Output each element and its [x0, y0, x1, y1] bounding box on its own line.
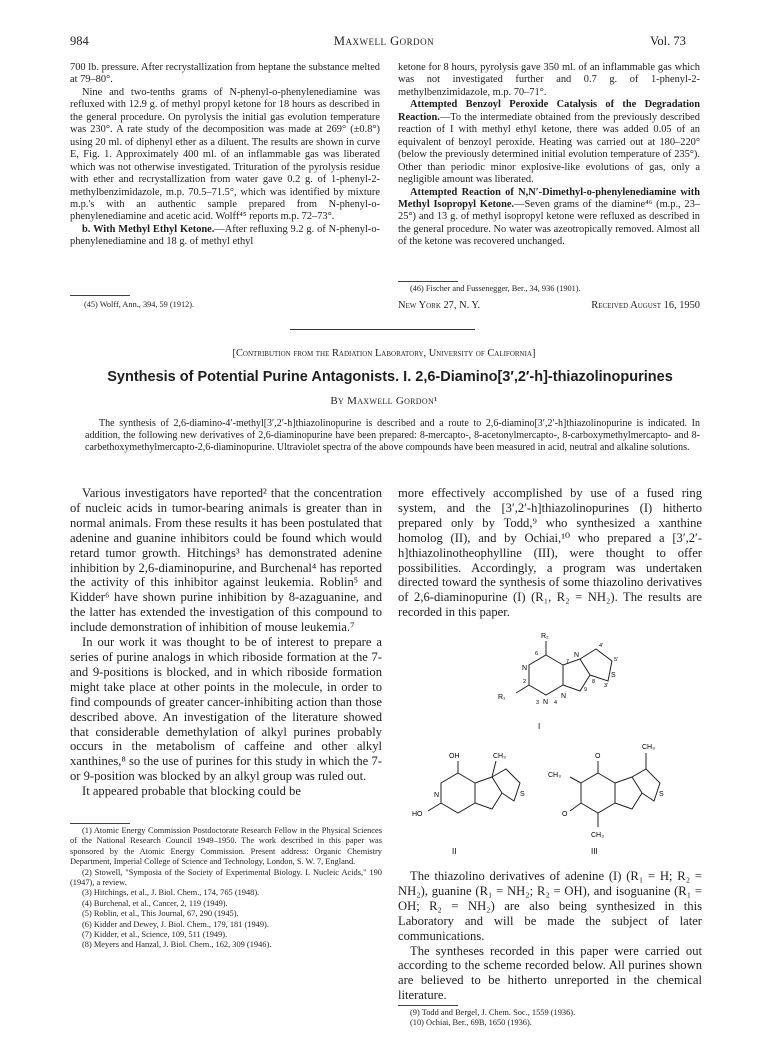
- run-in-heading: Attempted Reaction of N,N′-Dimethyl-o-phenylenediamine with Methyl Isopropyl Ketone.: [398, 186, 700, 210]
- received-date: Received August 16, 1950: [591, 300, 700, 311]
- ring-number: 8: [592, 679, 596, 685]
- ring-number: 3′: [604, 683, 609, 689]
- structure-ii: [428, 761, 520, 813]
- paragraph-text: —Seven grams of the diamine⁴⁶ (m.p., 23–25°) and 13 g. of methyl isopropyl ketone were refluxed as described in the general procedure. No water was azeotropically removed. Almost all of the ketone was recovered unchanged.: [398, 198, 700, 248]
- thiazoline-ring: [632, 769, 660, 801]
- paragraph: [398, 187, 700, 249]
- paragraph: Nine and two-tenths grams of N-phenyl-o-phenylenediamine was refluxed with 12.9 g. of methyl propyl ketone for 18 hours as described in the general procedure. On pyrolysis the initial gas evolution temperature was 230°. A rate study of the decomposition was made at 269° (±0.8°) using 20 ml. of diphenyl ether as a diluent. The results are shown in curve E, Fig. 1. Approximately 400 ml. of an inflammable gas was liberated which was not otherwise investigated. Trituration of the pyrolysis residue with ether and recrystallization from water gave 0.2 g. of 1-phenyl-2-methylbenzimidazole, m.p. 70.5–71.5°, which was identified by mixture m.p.'s with an authentic sample prepared from N-phenyl-o-phenylenediamine and acetic acid. Wolff⁴⁵ reports m.p. 72–73°.: [70, 86, 380, 223]
- prev-article-right-column: [398, 62, 700, 249]
- structure-label-iii: III: [591, 847, 598, 856]
- footnote: (9) Todd and Bergel, J. Chem. Soc., 1559 (1936).: [410, 1008, 576, 1017]
- page-number: 984: [70, 34, 89, 48]
- ring-number: 9: [584, 687, 588, 693]
- footnote: (6) Kidder and Dewey, J. Biol. Chem., 179, 181 (1949).: [82, 919, 269, 929]
- run-in-heading: Attempted Benzoyl Peroxide Catalysis of the Degradation Reaction.: [398, 99, 700, 123]
- footnote: [410, 284, 700, 294]
- imidazole-ring: [615, 777, 642, 809]
- paragraph: ketone for 8 hours, pyrolysis gave 350 ml. of an inflammable gas which was not investigated further and 0.7 g. of 1-phenyl-2-methylbenzimidazole, m.p. 70–71°.: [398, 62, 700, 98]
- ring-number: 2: [523, 679, 527, 685]
- atom-o: O: [562, 811, 568, 818]
- atom-ch3: CH₃: [591, 832, 604, 839]
- body-right-column-lower: [398, 869, 702, 1003]
- footnote: (1) Atomic Energy Commission Postdoctorate Research Fellow in the Physical Sciences of the National Research Council 1949–1950. The work described in this paper was sponsored by the Atomic Energy Commission. Present address: Organic Chemistry Department, Imperial College of Science and Technology, London, S. W. 7, England.: [70, 826, 382, 867]
- structure-label-ii: II: [452, 847, 457, 856]
- footnote-text: (46) Fischer and Fussenegger, Ber., 34, 936 (1901).: [410, 284, 581, 293]
- footnotes-right: [398, 1008, 702, 1029]
- paragraph: In our work it was thought to be of interest to prepare a series of purine analogs in which riboside formation at the 7- and 9-positions is blocked, and in which riboside formation might take place at other points in the molecule, in order to find compounds of greater cancer-inhibiting action than those described above. An investigation of the literature showed that considerable demethylation of alkyl purines probably occurs in the metabolism of caffeine and other alkyl xanthines,⁸ so the use of purines for this study in which the 7- or 9-position was blocked by an alkyl group was ruled out.: [70, 635, 382, 784]
- affiliation: [Contribution from the Radiation Laboratory, University of California]: [232, 348, 536, 359]
- atom-s: S: [611, 672, 616, 679]
- thiazoline-ring: [580, 649, 612, 681]
- footnote: (8) Meyers and Hanzal, J. Biol. Chem., 162, 309 (1946).: [82, 940, 272, 950]
- paragraph: more effectively accomplished by use of a fused ring system, and the [3′,2′-h]thiazolinopurines (I) hitherto prepared only by Todd,⁹ who synthesized a xanthine homolog (II), and by Ochiai,¹⁰ who prepared a [3′,2′-h]thiazolinotheophylline (III), were thought to offer possibilities. Accordingly, a program was undertaken directed toward the synthesis of some thiazolino derivatives of 2,6-diaminopurine (I) (R₁, R₂ = NH₂). The results are recorded in this paper.: [398, 486, 702, 620]
- article-divider: [290, 329, 475, 330]
- body-left-column: [70, 486, 382, 799]
- ring-number: 3: [536, 700, 540, 706]
- atom-n: N: [434, 792, 440, 799]
- footnote: (3) Hitchings, et al., J. Biol. Chem., 174, 765 (1948).: [82, 888, 260, 898]
- atom-s: S: [659, 791, 664, 798]
- paragraph: It appeared probable that blocking could be: [82, 784, 301, 799]
- atom-n: N: [574, 652, 580, 659]
- footnotes-left: [70, 826, 382, 951]
- byline: By Maxwell Gordon¹: [330, 395, 438, 407]
- prev-article-left-column: [70, 62, 380, 249]
- atom-ch3: CH₃: [642, 744, 655, 751]
- footnote: (10) Ochiai, Ber., 69B, 1650 (1936).: [410, 1018, 532, 1028]
- structure-i: [516, 641, 612, 695]
- paragraph: The syntheses recorded in this paper were carried out according to the scheme recorded below. All purines shown are believed to be hitherto unreported in the chemical literature.: [398, 943, 702, 1003]
- imidazole-ring: [475, 777, 502, 809]
- run-in-heading: b. With Methyl Ethyl Ketone.: [82, 223, 215, 235]
- running-author: Maxwell Gordon: [333, 34, 435, 48]
- paragraph: [70, 224, 380, 249]
- ring-number: 7: [566, 659, 570, 665]
- paragraph: [398, 99, 700, 186]
- pyrimidine-ring: [529, 655, 563, 695]
- atom-n: N: [561, 693, 567, 700]
- atom-o: O: [595, 753, 601, 760]
- ring-number: 4: [554, 700, 558, 706]
- footnote: (4) Burchenal, et al., Cancer, 2, 119 (1949).: [82, 898, 228, 908]
- paragraph-text: —After refluxing 9.2 g. of N-phenyl-o-phenylenediamine and 18 g. of methyl ethyl: [70, 223, 380, 248]
- volume-label: Vol. 73: [650, 34, 686, 48]
- atom-r1: R₁: [498, 694, 506, 701]
- pyrimidine-ring: [441, 773, 475, 813]
- thiazoline-ring: [492, 769, 520, 801]
- abstract: The synthesis of 2,6-diamino-4′-methyl[3′,2′-h]thiazolinopurine is described and a route to 2,6-diamino[3′,2′-h]thiazolinopurine is indicated. In addition, the following new derivatives of 2,6-diaminopurine have been prepared: 8-mercapto-, 8-acetonylmercapto-, 8-carboxymethylmercapto- and 8-carbethoxymethylmercapto-2,6-diaminopurine. Ultraviolet spectra of the above compounds have been measured in acid, neutral and alkaline solutions.: [85, 418, 700, 453]
- body-right-column: [398, 486, 702, 620]
- footnote-text: (45) Wolff, Ann., 394, 59 (1912).: [84, 300, 195, 309]
- footnote-divider: [398, 1005, 458, 1006]
- footnote-divider: [398, 281, 458, 282]
- ring-number: 4′: [599, 643, 604, 649]
- paragraph: Various investigators have reported² that the concentration of nucleic acids in tumor-bearing animals is greater than in normal animals. From these results it has been postulated that adenine and guanine inhibitors could be found which would retard tumor growth. Hitchings³ has demonstrated adenine inhibition by 2,6-diaminopurine, and Burchenal⁴ has reported the activity of this inhibitor against leukemia. Roblin⁵ and Kidder⁶ have shown purine inhibition by 8-azaguanine, and the latter has extended the investigation of this compound to include demonstration of inhibition of mouse leukemia.⁷: [70, 486, 382, 635]
- location: New York 27, N. Y.: [398, 300, 481, 311]
- structure-iii: [570, 753, 660, 827]
- atom-n: N: [543, 699, 549, 706]
- footnote: (2) Stowell, "Symposia of the Society of Experimental Biology. I. Nucleic Acids," 190 (1947), a review.: [70, 867, 382, 888]
- paragraph: 700 lb. pressure. After recrystallization from heptane the substance melted at 79–80°.: [70, 62, 380, 86]
- atom-n: N: [522, 665, 528, 672]
- atom-ho: HO: [412, 811, 423, 818]
- ring-number: 5′: [614, 657, 619, 663]
- footnote-divider: [70, 295, 130, 296]
- atom-ch3: CH₃: [548, 772, 561, 779]
- paragraph-text: —To the intermediate obtained from the previously described reaction of I with methyl ethyl ketone, there was added 0.05 of an equivalent of benzoyl peroxide. Heating was carried out at 180–220° (below the previously determined initial evolution temperature of 235°). Other than periodic minor explosive-like evolutions of gas, only a negligible amount was liberated.: [398, 111, 700, 186]
- footnote-divider: [70, 823, 130, 824]
- atom-s: S: [520, 791, 525, 798]
- footnote: [84, 300, 380, 310]
- article-title: Synthesis of Potential Purine Antagonists. I. 2,6-Diamino[3′,2′-h]-thiazolinopurines: [107, 369, 673, 385]
- atom-r2: R₂: [541, 633, 549, 640]
- pyrimidine-ring: [581, 773, 615, 813]
- footnote: (7) Kidder, et al., Science, 109, 511 (1949).: [82, 930, 228, 940]
- structure-label-i: I: [538, 722, 541, 731]
- chemical-structures-figure: [398, 625, 702, 865]
- atom-ch3: CH₃: [493, 753, 506, 760]
- paragraph: The thiazolino derivatives of adenine (I) (R₁ = H; R₂ = NH₂), guanine (R₁ = NH₂; R₂ = OH), and isoguanine (R₁ = OH; R₂ = NH₂) are also being synthesized in this Laboratory and will be made the subject of later communications.: [398, 869, 702, 943]
- ring-number: 6: [535, 651, 539, 657]
- footnote: (5) Roblin, et al., This Journal, 67, 290 (1945).: [82, 909, 239, 919]
- atom-oh: OH: [449, 753, 460, 760]
